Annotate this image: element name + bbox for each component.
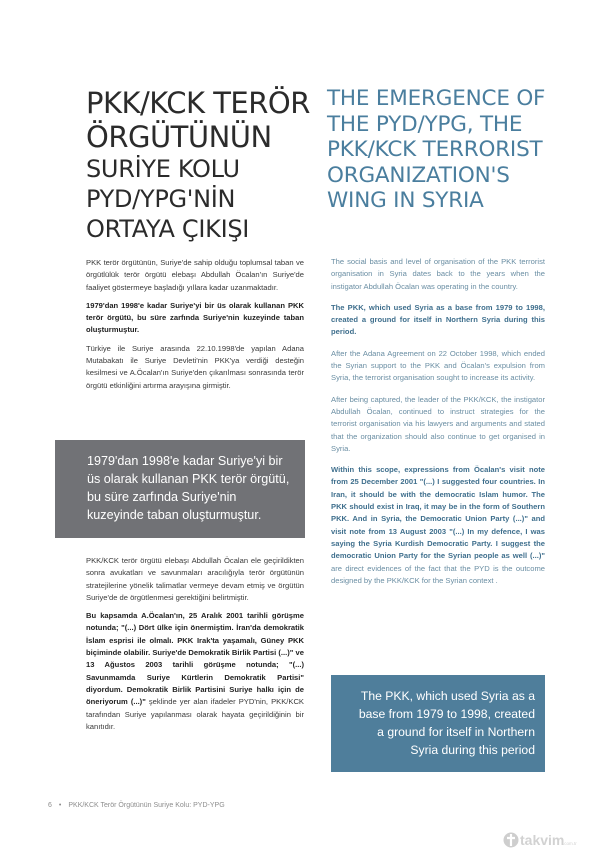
english-body xyxy=(331,256,545,596)
page-number: 6 xyxy=(48,802,52,809)
turkish-paragraph: PKK terör örgütünün, Suriye'de sahip olduğu toplumsal taban ve örgütlülük terör örgütü elebaşı Abdullah Öcalan'ın Suriye'de faaliyet göstermeye başladığı yıllara kadar uzanmaktadır. xyxy=(86,258,304,292)
english-paragraph: The social basis and level of organisation of the PKK terrorist organisation in Syria dates back to the years when the instigator Abdullah Öcalan was operating in the country. xyxy=(331,257,545,291)
footer-bullet: • xyxy=(58,802,62,809)
english-paragraph-bold: The PKK, which used Syria as a base from 1979 to 1998, created a ground for itself in Northern Syria during this period. xyxy=(331,302,545,337)
page-footer xyxy=(48,802,225,809)
turkish-paragraph-bold: 1979'dan 1998'e kadar Suriye'yi bir üs olarak kullanan PKK terör örgütü, bu süre zarfında Suriye'nin kuzeyinde taban oluşturmuştur. xyxy=(86,300,304,335)
turkish-title xyxy=(86,86,326,244)
english-quote-rest: are direct evidences of the fact that the PYD is the outcome designed by the PKK/KCK for the Syrian context . xyxy=(331,563,545,585)
turkish-quote-rest: şeklinde yer alan ifadeler PYD'nin, PKK/KCK tarafından Suriye yapılanması olarak hayata geçirildiğinin bir kanıtıdır. xyxy=(86,697,304,731)
english-paragraph-quote xyxy=(331,464,545,587)
english-title: THE EMERGENCE OF THE PYD/YPG, THE PKK/KCK TERRORIST ORGANIZATION'S WING IN SYRIA xyxy=(327,86,546,213)
english-pull-quote: The PKK, which used Syria as a base from 1979 to 1998, created a ground for itself in Northern Syria during this period xyxy=(331,675,545,772)
english-quote-bold: Within this scope, expressions from Öcalan's visit note from 25 December 2001 "(...) I suggested four countries. In Iran, it should be with the democratic Islam humor. The PKK should exist in Iraq, it may be in the form of Southern PKK. And in Syria, the Democratic Union Party (...)" and visit note from 13 August 2003 "(...) In my defence, I was saying the Syria Kurdish Democratic Party. I suggest the democratic Union Party for the Syrian people as well (...)" xyxy=(331,465,545,561)
turkish-paragraph: PKK/KCK terör örgütü elebaşı Abdullah Öcalan ele geçirildikten sonra avukatları ve savunmaları aracılığıyla terör örgütünün stratejilerine yönelik talimatlar vermeye devam etmiş ve örgütün Suriye'de de örgütlenmesi gerektiğini belirtmiştir. xyxy=(86,556,304,602)
turkish-title-line: SURİYE KOLU xyxy=(86,155,240,183)
turkish-title-line: ÖRGÜTÜNÜN xyxy=(86,120,272,154)
turkish-paragraph-quote xyxy=(86,610,304,733)
turkish-title-line: ORTAYA ÇIKIŞI xyxy=(86,215,250,243)
turkish-paragraph: Türkiye ile Suriye arasında 22.10.1998'de yapılan Adana Mutabakatı ile Suriye Devleti'nin PKK'ya verdiği desteğin kesilmesi ve A.Öcalan'ın Suriye'den çıkarılması sonrasında terör örgütü etkinliğini artırma arayışına girmiştir. xyxy=(86,343,304,390)
turkish-body-top xyxy=(86,257,304,398)
turkish-body-bottom xyxy=(86,555,304,739)
english-paragraph: After the Adana Agreement on 22 October 1998, which ended the Syrian support to the PKK and Öcalan's expulsion from Syria, the terrorist organisation sought to increase its activity. xyxy=(331,348,545,383)
turkish-quote-bold: Bu kapsamda A.Öcalan'ın, 25 Aralık 2001 tarihli görüşme notunda; "(...) Dört ülke için önermiştim. İran'da demokratik İslam esprisi ile olmalı. PKK Irak'ta yaşamalı, Güney PKK biçiminde olabilir. Suriye'de Demokratik Birlik Partisi (...)" ve 13 Ağustos 2003 tarihli görüşme notunda; "(...) Savunmamda Suriye Kürtlerin Demokratik Partisi" diyordum. Demokratik Birlik Partisini Suriye halkı için de öneriyorum (...)" xyxy=(86,611,304,707)
turkish-pull-quote: 1979'dan 1998'e kadar Suriye'yi bir üs olarak kullanan PKK terör örgütü, bu süre zarfında Suriye'nin kuzeyinde taban oluşturmuştur. xyxy=(55,440,305,538)
english-paragraph: After being captured, the leader of the PKK/KCK, the instigator Abdullah Öcalan, continued to instruct strategies for the terrorist organisation via his lawyers and arguments and stated that the organization should also continue to get organised in Syria. xyxy=(331,394,545,453)
watermark-text: takvim xyxy=(520,832,565,848)
watermark-suffix: .com.tr xyxy=(563,841,577,846)
footer-running-title: PKK/KCK Terör Örgütünün Suriye Kolu: PYD-YPG xyxy=(68,802,225,809)
takvim-watermark-logo xyxy=(503,830,583,850)
turkish-title-line: PKK/KCK TERÖR xyxy=(86,86,310,120)
turkish-title-line: PYD/YPG'NİN xyxy=(86,185,236,213)
